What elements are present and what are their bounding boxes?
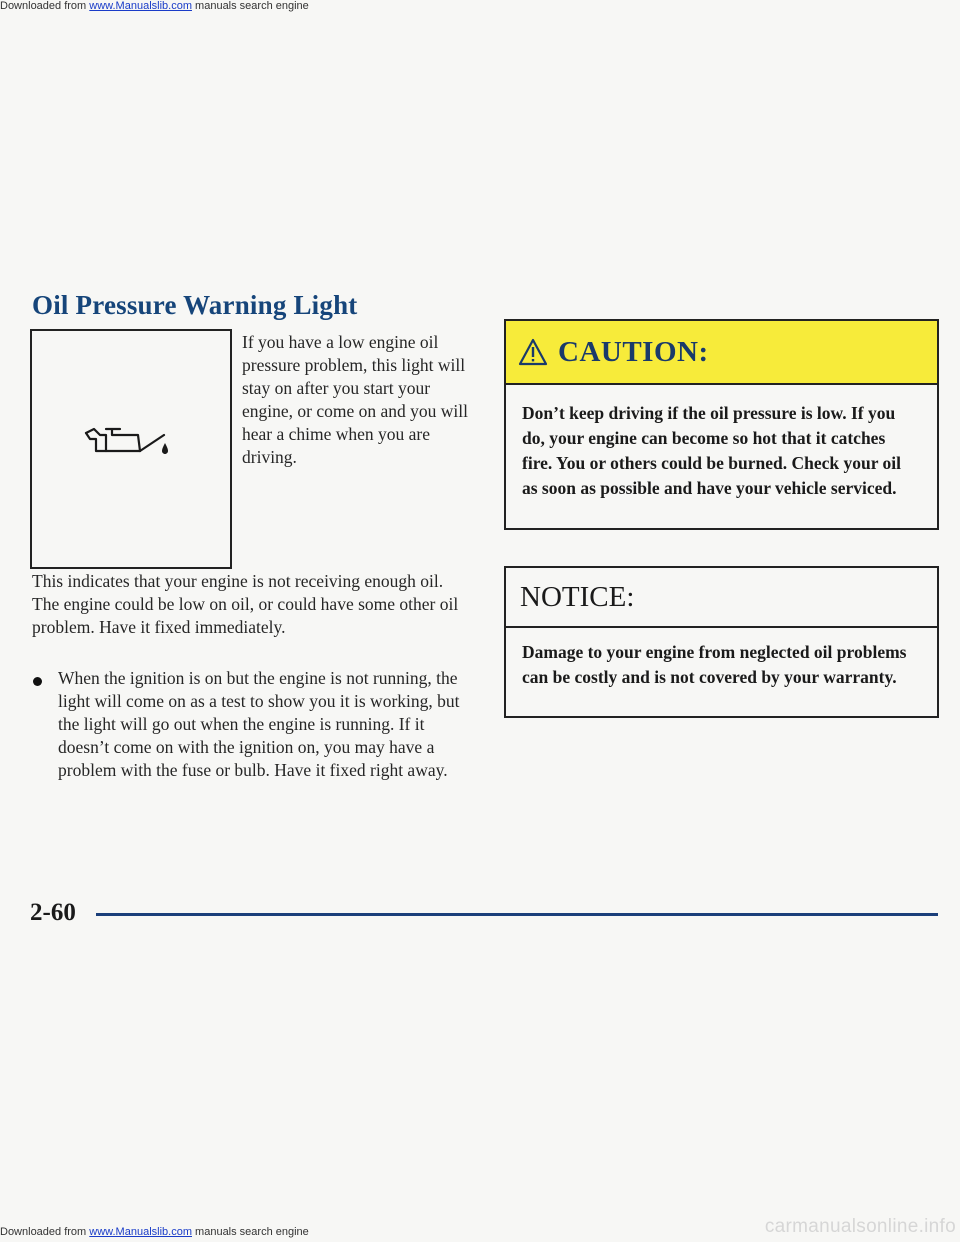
footer-rule bbox=[96, 913, 938, 916]
notice-box bbox=[504, 566, 939, 718]
manualslib-link[interactable]: www.Manualslib.com bbox=[89, 0, 192, 12]
caution-text: Don’t keep driving if the oil pressure is low. If you do, your engine can become so hot that it catches fire. You or others could be burned. Check your oil as soon as possible and have your vehicle serviced. bbox=[522, 403, 902, 498]
explanation-paragraph: This indicates that your engine is not receiving enough oil. The engine could be low on oil, or could have some other oil problem. Have it fixed immediately. bbox=[32, 571, 459, 637]
caution-title: CAUTION: bbox=[558, 335, 709, 368]
section-title: Oil Pressure Warning Light bbox=[32, 290, 358, 320]
page-number: 2-60 bbox=[30, 899, 76, 926]
notice-text: Damage to your engine from neglected oil problems can be costly and is not covered by your warranty. bbox=[522, 642, 907, 687]
bullet-marker bbox=[33, 677, 42, 686]
oil-light-illustration bbox=[30, 329, 232, 569]
caution-box bbox=[504, 319, 939, 530]
download-source-banner bbox=[0, 0, 309, 12]
intro-text: If you have a low engine oil pressure problem, this light will stay on after you start your engine, or come on and you will hear a chime when you are driving. bbox=[242, 332, 468, 467]
footer-prefix: Downloaded from bbox=[0, 1226, 87, 1238]
banner-prefix: Downloaded from bbox=[0, 0, 87, 12]
notice-title: NOTICE: bbox=[520, 580, 635, 613]
warning-triangle-icon bbox=[518, 338, 548, 366]
footer-manualslib-link[interactable]: www.Manualslib.com bbox=[89, 1226, 192, 1238]
download-source-footer bbox=[0, 1226, 309, 1238]
oil-can-warning-icon bbox=[82, 421, 176, 467]
caution-header bbox=[506, 321, 937, 385]
banner-suffix: manuals search engine bbox=[195, 0, 309, 12]
site-watermark: carmanualsonline.info bbox=[764, 1216, 956, 1237]
footer-suffix: manuals search engine bbox=[195, 1226, 309, 1238]
bullet-item: When the ignition is on but the engine is not running, the light will come on as a test to show you it is working, but the light will go out when the engine is running. If it doesn’t come on with the ignition on, you may have a problem with the fuse or bulb. Have it fixed right away. bbox=[58, 668, 460, 780]
notice-header bbox=[506, 568, 937, 628]
